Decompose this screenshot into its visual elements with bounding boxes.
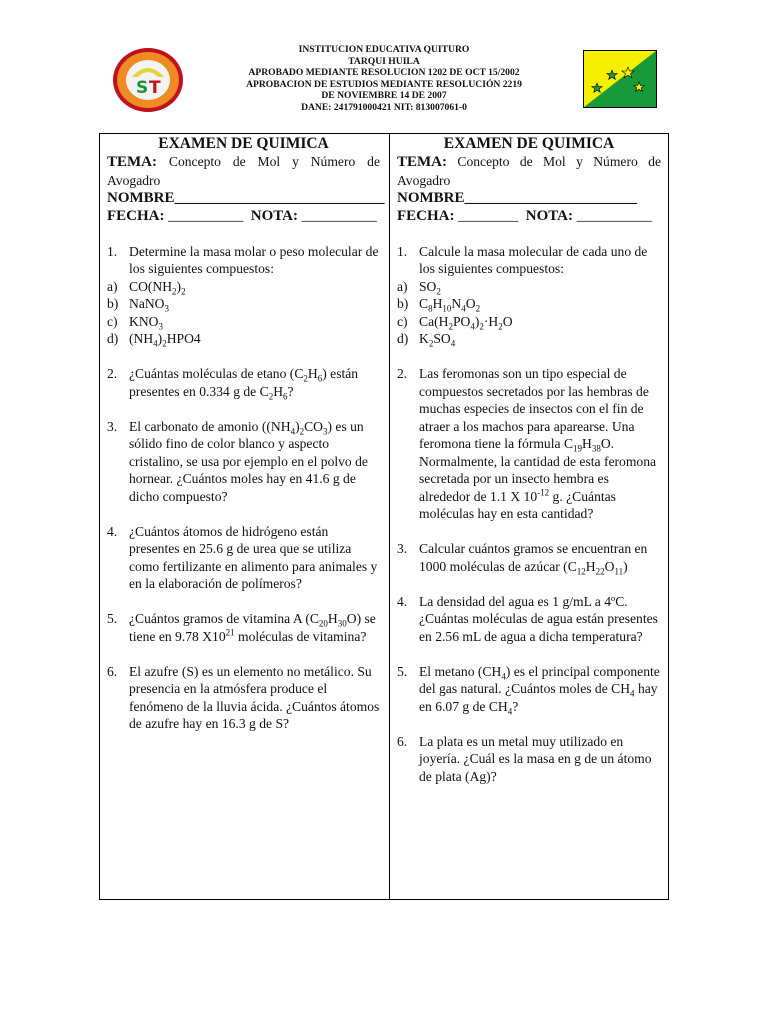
question-3: 3. Calcular cuántos gramos se encuentran en 1000 moléculas de azúcar $(C_{12}H_{22}O_{11})$ (397, 541, 648, 577)
nombre-field[interactable]: NOMBRE_______________________ (397, 190, 637, 206)
header-line-5: DE NOVIEMBRE 14 DE 2007 (321, 90, 447, 101)
option-b: b) NaNO$_3$ (107, 296, 169, 314)
option-c: c) $KNO_3$ (107, 313, 163, 332)
question-2: 2. Las feromonas son un tipo especial de compuestos secretados por las hembras de muchas especies de insectos con el fin de atraer a los machos para aparearse. Una feromona tiene la fórmula $C_{19}H_{38}O$. Normalmente, la cantidad de esta feromona secretada por un insecto hembra es alrededor de 1.1 X $10^{-12}$ g. ¿Cuántas moléculas hay en esta cantidad? (397, 366, 657, 521)
svg-text:S: S (136, 78, 149, 98)
exam-title: EXAMEN DE QUIMICA (443, 135, 615, 152)
fecha-nota-field[interactable]: FECHA: __________ NOTA: __________ (107, 208, 377, 224)
header-line-1: INSTITUCION EDUCATIVA QUITURO (298, 44, 470, 55)
question-5: 5. ¿Cuántos gramos de vitamina A $(C_{20}H_{30}O)$ se tiene en 9.78 $X10^{21}$ moléculas de vitamina? (107, 611, 376, 644)
option-a: a) $CO(NH_2)_2$ (107, 278, 186, 297)
tema-label: TEMA: (397, 154, 447, 170)
question-2: 2. ¿Cuántas moléculas de etano $(C_2H_6)$ están presentes en 0.334 g de $C_2H_6$? (107, 366, 359, 402)
question-1: 1. Determine la masa molar o peso molecular de los siguientes compuestos: (107, 243, 379, 276)
question-4: 4. ¿Cuántos átomos de hidrógeno están presentes en 25.6 g de urea que se utiliza como fertilizante en alimento para animales y en la elaboración de polímeros? (107, 523, 378, 591)
question-6: 6. La plata es un metal muy utilizado en joyería. ¿Cuál es la masa en g de un átomo de plata (Ag)? (397, 733, 652, 784)
question-3: 3. El carbonato de amonio $((NH_4)_2CO_3)$ es un sólido fino de color blanco y aspecto cristalino, se usa por ejemplo en el polvo de hornear. ¿Cuántos moles hay en 41.6 g de dicho compuesto? (107, 418, 368, 504)
exam-column-left (100, 134, 390, 899)
option-c: c) $Ca(H_2PO_4)_2\cdot H_2O$ (397, 313, 513, 332)
option-a: a) $SO_2$ (397, 278, 441, 297)
tema-text: Concepto de Mol y Número de Avogadro (397, 154, 661, 188)
svg-text:T: T (149, 78, 161, 98)
nombre-field[interactable]: NOMBRE____________________________ (107, 190, 385, 206)
question-1-options (397, 278, 661, 348)
option-d: d) $(NH_4)_2HPO4$ (107, 331, 201, 349)
option-b: b) $C_8H_{10}N_4O_2$ (397, 296, 481, 314)
header-line-4: APROBACION DE ESTUDIOS MEDIANTE RESOLUCIÓN 2219 (246, 78, 522, 90)
option-d: d) $K_2SO_4$ (397, 331, 456, 349)
tema-label: TEMA: (107, 154, 157, 170)
question-4: 4. La densidad del agua es 1 g/mL a 4ºC. ¿Cuántas moléculas de agua están presentes en 2.56 mL de agua a dicha temperatura? (397, 593, 658, 644)
question-5: 5. El metano $(CH_4)$ es el principal componente del gas natural. ¿Cuántos moles de $CH_4$ hay en 6.07 g de $CH_4$? (397, 663, 660, 717)
exam-title: EXAMEN DE QUIMICA (158, 135, 329, 152)
question-1: 1. Calcule la masa molecular de cada uno de los siguientes compuestos: (397, 243, 648, 276)
question-6: 6. El azufre (S) es un elemento no metálico. Su presencia en la atmósfera produce el fenómeno de la lluvia ácida. ¿Cuántos átomos de azufre hay en 16.3 g de S? (107, 663, 380, 731)
header-line-6: DANE: 241791000421 NIT: 813007061-0 (301, 101, 467, 113)
question-1-options (107, 278, 380, 348)
school-logo-icon (112, 47, 184, 113)
header-line-3: APROBADO MEDIANTE RESOLUCION 1202 DE OCT 15/2002 (248, 67, 520, 78)
fecha-nota-field[interactable]: FECHA: ________ NOTA: __________ (397, 208, 652, 224)
exam-table (99, 133, 669, 900)
tema-line (107, 153, 380, 189)
tema-line (397, 153, 661, 189)
header-line-2: TARQUI HUILA (348, 55, 420, 67)
flag-icon (583, 50, 657, 108)
exam-column-right (390, 134, 668, 899)
tema-text: Concepto de Mol y Número de Avogadro (107, 154, 380, 188)
